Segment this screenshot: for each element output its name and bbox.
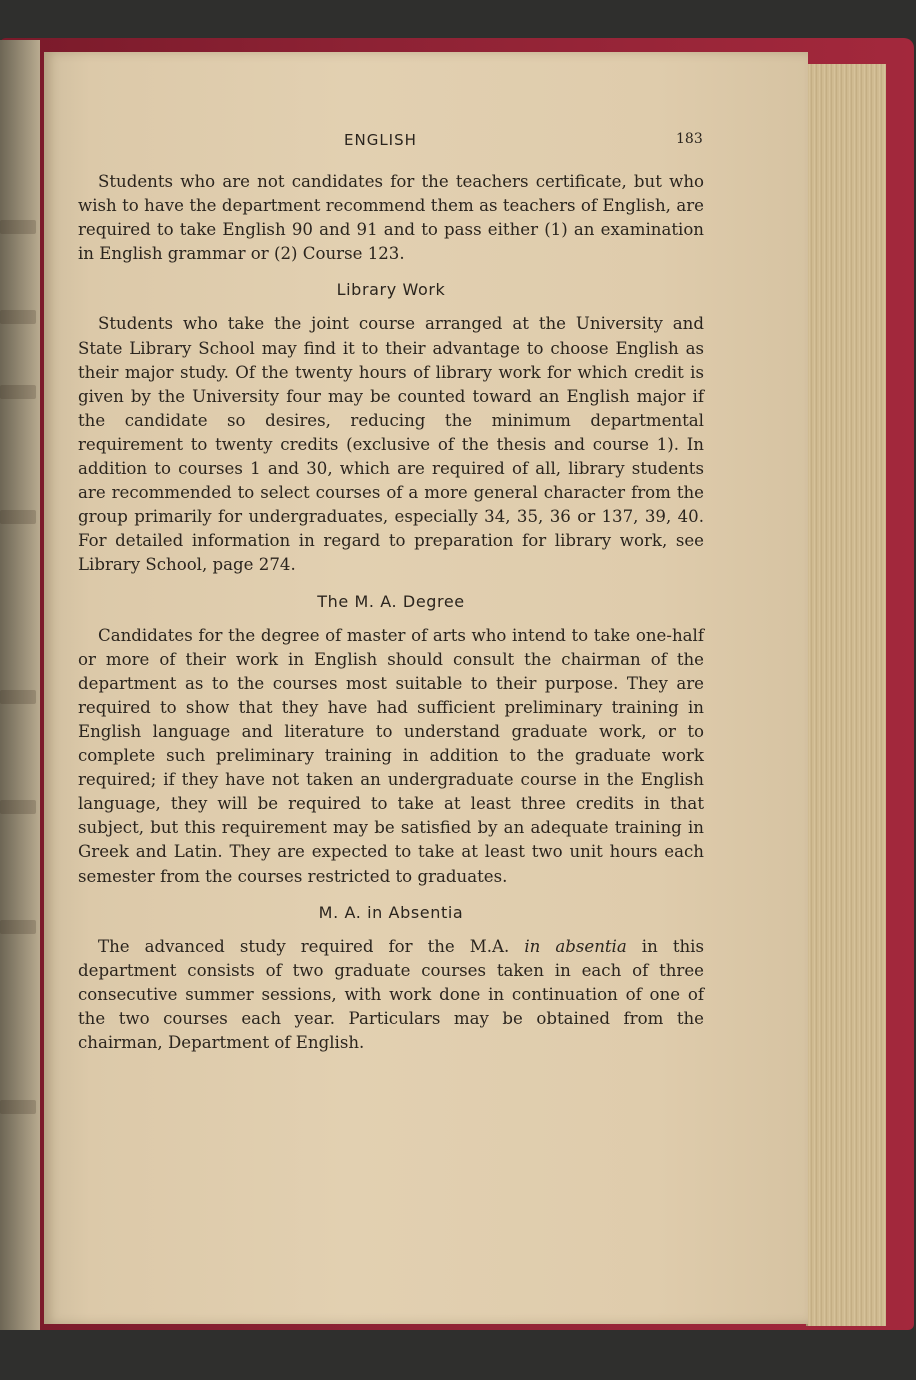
bleed-mark — [0, 800, 36, 814]
paragraph-teachers: Students who are not candidates for the teachers certificate, but who wish to have the department recommend them as teachers of English, are required to take English 90 and 91 and to pass either (1) an examination in English grammar or (2) Course 123. — [78, 172, 704, 264]
heading-library-work: Library Work — [336, 280, 446, 300]
running-head: ENGLISH — [344, 131, 417, 149]
text-run: in this department consists of two graduate courses taken in each of three consecutive summer sessions, with work done in continuation of one of the two courses each year. Particulars may be obtained from the chairman, Department of English. — [78, 936, 704, 1053]
bleed-mark — [0, 690, 36, 704]
heading-ma-absentia: M. A. in Absentia — [318, 902, 464, 922]
page-number: 183 — [676, 131, 703, 147]
page-edges — [806, 64, 886, 1326]
bleed-mark — [0, 220, 36, 234]
heading-ma-degree: The M. A. Degree — [317, 591, 465, 611]
bleed-mark — [0, 510, 36, 524]
bleed-mark — [0, 920, 36, 934]
paragraph-ma-absentia — [78, 935, 704, 1055]
facing-page-edge — [0, 40, 40, 1330]
text-run: The advanced study required for the M.A. — [98, 936, 510, 956]
paragraph-library-work: Students who take the joint course arranged at the University and State Library School may find it to their advantage to choose English as their major study. Of the twenty hours of library work for which credit is given by the University four may be counted toward an English major if the candidate so desires, reducing the minimum departmental requirement to twenty credits (exclusive of the thesis and course 1). In addition to courses 1 and 30, which are required of all, library students are recommended to select courses of a more general character from the group primarily for undergraduates, especially 34, 35, 36 or 137, 39, 40. For detailed information in regard to preparation for library work, see Library School, page 274. — [78, 314, 704, 575]
bleed-mark — [0, 385, 36, 399]
bleed-mark — [0, 310, 36, 324]
bleed-mark — [0, 1100, 36, 1114]
italic-phrase: in absentia — [524, 936, 627, 956]
paragraph-ma-degree: Candidates for the degree of master of arts who intend to take one-half or more of their work in English should consult the chairman of the department as to the courses most suitable to their purpose. They are required to show that they have had sufficient preliminary training in English language and literature to understand graduate work, or to complete such preliminary training in addition to the graduate work required; if they have not taken an undergraduate course in the English language, they will be required to take at least three credits in that subject, but this requirement may be satisfied by an adequate training in Greek and Latin. They are expected to take at least two unit hours each semester from the courses restricted to graduates. — [78, 625, 704, 886]
page-body — [78, 170, 704, 1055]
